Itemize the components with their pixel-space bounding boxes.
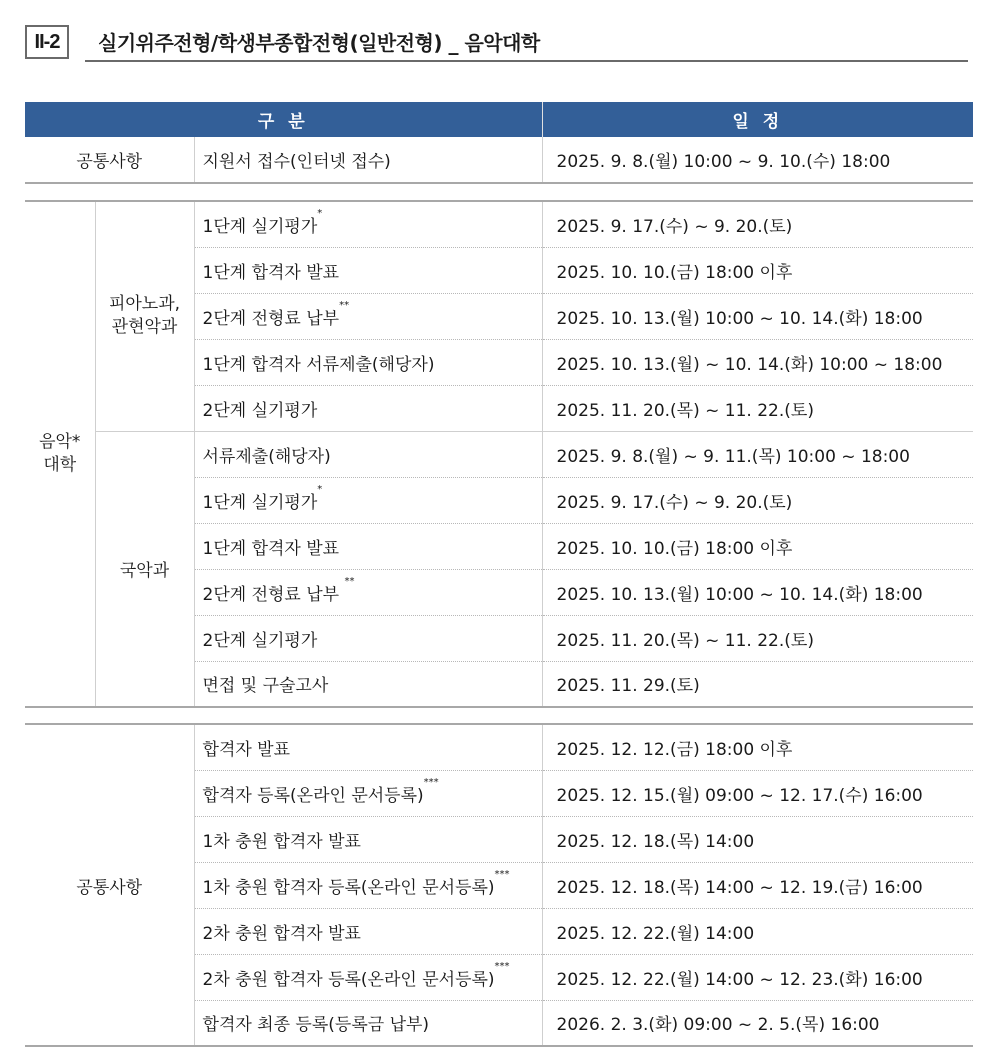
schedule-cell: 2025. 11. 20.(목) ~ 11. 22.(토): [542, 385, 973, 431]
schedule-cell: 2025. 12. 22.(월) 14:00: [542, 908, 973, 954]
schedule-cell: 2025. 12. 18.(목) 14:00 ~ 12. 19.(금) 16:00: [542, 862, 973, 908]
page-title: 실기위주전형/학생부종합전형(일반전형) _ 음악대학: [98, 31, 540, 55]
table-row: [25, 137, 973, 183]
dept-cell-piano-orchestra: [95, 201, 194, 431]
section-heading: [25, 25, 968, 65]
schedule-cell: 2025. 9. 17.(수) ~ 9. 20.(토): [542, 477, 973, 523]
item-cell: 2단계 실기평가: [194, 615, 542, 661]
dept-label-line2: 관현악과: [111, 317, 178, 338]
item-cell: 1차 충원 합격자 등록(온라인 문서등록)***: [194, 862, 542, 908]
item-cell: 1단계 실기평가*: [194, 477, 542, 523]
item-cell: 지원서 접수(인터넷 접수): [194, 137, 542, 183]
college-cell: [25, 201, 95, 707]
schedule-cell: 2025. 9. 8.(월) 10:00 ~ 9. 10.(수) 18:00: [542, 137, 973, 183]
item-cell: 2단계 전형료 납부**: [194, 293, 542, 339]
column-header-category: 구 분: [25, 102, 542, 137]
item-cell: 합격자 등록(온라인 문서등록)***: [194, 770, 542, 816]
item-cell: 2차 충원 합격자 발표: [194, 908, 542, 954]
column-header-schedule: 일 정: [542, 102, 973, 137]
schedule-cell: 2025. 12. 18.(목) 14:00: [542, 816, 973, 862]
item-cell: 면접 및 구술고사: [194, 661, 542, 707]
schedule-cell: 2025. 10. 13.(월) 10:00 ~ 10. 14.(화) 18:00: [542, 569, 973, 615]
schedule-cell: 2025. 10. 13.(월) 10:00 ~ 10. 14.(화) 18:00: [542, 293, 973, 339]
section-number-box: II-2: [25, 25, 69, 59]
item-cell: 1단계 합격자 발표: [194, 523, 542, 569]
schedule-cell: 2025. 11. 29.(토): [542, 661, 973, 707]
schedule-table-block-3: [25, 723, 973, 1047]
item-cell: 2차 충원 합격자 등록(온라인 문서등록)***: [194, 954, 542, 1000]
table-row: [25, 201, 973, 247]
dept-cell-korean-music: 국악과: [95, 431, 194, 707]
schedule-cell: 2025. 10. 10.(금) 18:00 이후: [542, 523, 973, 569]
common-category-cell: 공통사항: [25, 724, 194, 1046]
schedule-cell: 2025. 9. 8.(월) ~ 9. 11.(목) 10:00 ~ 18:00: [542, 431, 973, 477]
item-cell: 합격자 최종 등록(등록금 납부): [194, 1000, 542, 1046]
item-cell: 서류제출(해당자): [194, 431, 542, 477]
schedule-table-block-2: [25, 200, 973, 708]
schedule-cell: 2025. 10. 13.(월) ~ 10. 14.(화) 10:00 ~ 18:00: [542, 339, 973, 385]
item-cell: 1단계 실기평가*: [194, 201, 542, 247]
schedule-cell: 2025. 9. 17.(수) ~ 9. 20.(토): [542, 201, 973, 247]
table-header-row: [25, 102, 973, 137]
schedule-cell: 2025. 12. 12.(금) 18:00 이후: [542, 724, 973, 770]
item-cell: 2단계 전형료 납부 **: [194, 569, 542, 615]
schedule-cell: 2025. 10. 10.(금) 18:00 이후: [542, 247, 973, 293]
schedule-cell: 2026. 2. 3.(화) 09:00 ~ 2. 5.(목) 16:00: [542, 1000, 973, 1046]
item-cell: 합격자 발표: [194, 724, 542, 770]
title-underline: [85, 60, 968, 62]
table-row: [25, 724, 973, 770]
dept-label-line1: 피아노과,: [108, 294, 181, 315]
college-label-line1: 음악*: [39, 432, 81, 452]
category-cell: 공통사항: [25, 137, 194, 183]
schedule-cell: 2025. 12. 22.(월) 14:00 ~ 12. 23.(화) 16:00: [542, 954, 973, 1000]
schedule-cell: 2025. 11. 20.(목) ~ 11. 22.(토): [542, 615, 973, 661]
item-cell: 1차 충원 합격자 발표: [194, 816, 542, 862]
table-row: [25, 431, 973, 477]
item-cell: 1단계 합격자 발표: [194, 247, 542, 293]
item-cell: 1단계 합격자 서류제출(해당자): [194, 339, 542, 385]
college-label-line2: 대학: [43, 455, 77, 475]
item-cell: 2단계 실기평가: [194, 385, 542, 431]
schedule-table-block-1: [25, 102, 973, 184]
schedule-cell: 2025. 12. 15.(월) 09:00 ~ 12. 17.(수) 16:00: [542, 770, 973, 816]
